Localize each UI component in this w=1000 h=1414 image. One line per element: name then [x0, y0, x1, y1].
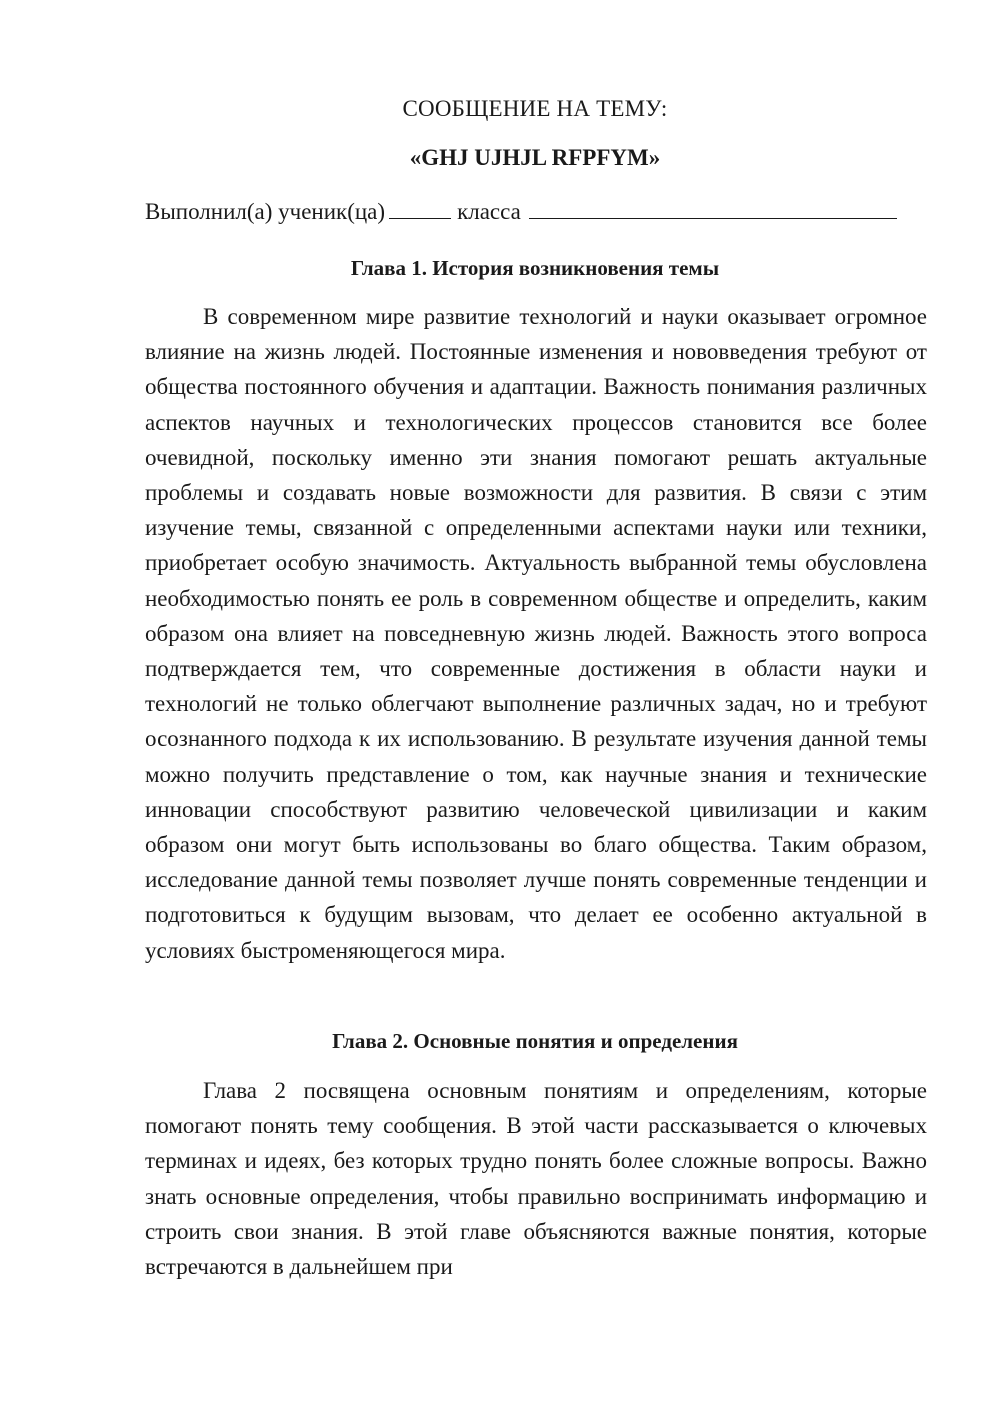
author-line: [145, 198, 935, 225]
chapter-1-paragraph: В современном мире развитие технологий и науки оказывает огромное влияние на жизнь людей. Постоянные изменения и нововведения требуют от общества постоянного обучения и адаптации. Важность понимания различных аспектов научных и технологических процессов становится все более очевидной, поскольку именно эти знания помогают решать актуальные проблемы и создавать новые возможности для развития. В связи с этим изучение темы, связанной с определенными аспектами науки или техники, приобретает особую значимость. Актуальность выбранной темы обусловлена необходимостью понять ее роль в современном обществе и определить, каким образом она влияет на повседневную жизнь людей. Важность этого вопроса подтверждается тем, что современные достижения в области науки и технологий не только облегчают выполнение различных задач, но и требуют осознанного подхода к их использованию. В результате изучения данной темы можно получить представление о том, как научные знания и технические инновации способствуют развитию человеческой цивилизации и каким образом они могут быть использованы во благо общества. Таким образом, исследование данной темы позволяет лучше понять современные тенденции и подготовиться к будущим вызовам, что делает ее особенно актуальной в условиях быстроменяющегося мира.: [145, 304, 927, 963]
document-topic: «GHJ UJHJL RFPFYM»: [409, 145, 661, 170]
chapter-2-heading: Глава 2. Основные понятия и определения: [332, 1029, 738, 1053]
chapter-1-heading: Глава 1. История возникновения темы: [350, 256, 720, 280]
document-title: СООБЩЕНИЕ НА ТЕМУ:: [402, 96, 668, 121]
author-line-class-label: класса: [457, 199, 521, 224]
chapter-2-paragraph: Глава 2 посвящена основным понятиям и определениям, которые помогают понять тему сообщения. В этой части рассказывается о ключевых терминах и идеях, без которых трудно понять более сложные вопросы. Важно знать основные определения, чтобы правильно воспринимать информацию и строить свои знания. В этой главе объясняются важные понятия, которые встречаются в дальнейшем при: [145, 1078, 927, 1280]
grade-blank: [389, 198, 451, 219]
name-blank: [529, 198, 897, 219]
author-line-prefix: Выполнил(а) ученик(ца): [145, 199, 386, 224]
